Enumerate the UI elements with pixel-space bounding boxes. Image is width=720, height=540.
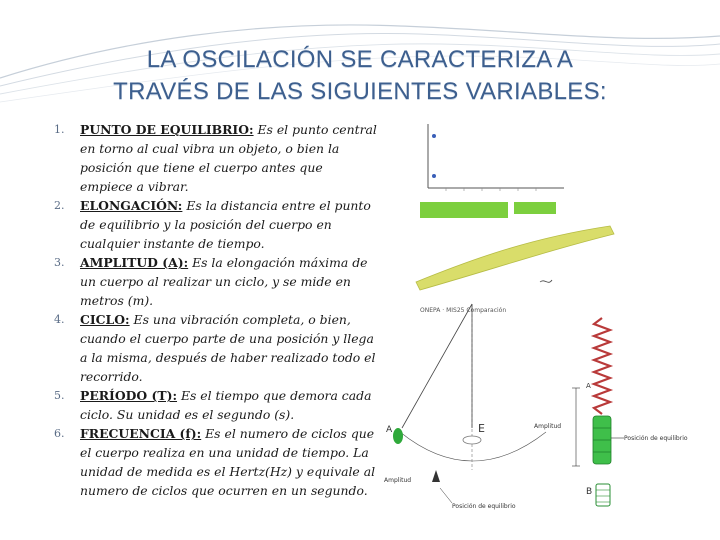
pendulum-equilibrium-label: Posición de equilibrio [452, 503, 516, 510]
list-item [46, 253, 378, 310]
pendulum-a-label: A [386, 425, 393, 435]
item-term: FRECUENCIA (f): [80, 426, 202, 441]
item-text: Es el punto central en torno al cual vibra un objeto, o bien la posición que tiene el cuerpo antes que empiece a vibrar. [80, 122, 377, 194]
item-term: CICLO: [80, 312, 130, 327]
spring-equilibrium-label: Posición de equilibrio [624, 435, 688, 442]
oscillation-illustration [380, 110, 690, 530]
list-item [46, 196, 378, 253]
item-term: PERÍODO (T): [80, 388, 178, 403]
item-number: 3. [54, 256, 65, 269]
pendulum-e-label: E [478, 422, 485, 435]
item-number: 1. [54, 123, 65, 136]
item-number: 4. [54, 313, 65, 326]
list-item [46, 120, 378, 196]
slide-title [20, 44, 700, 108]
spring-a-label: A [586, 382, 591, 390]
item-number: 5. [54, 389, 65, 402]
pendulum-amplitude-label: Amplitud [384, 477, 412, 484]
graph-header-text: ONEPA · MIS25 Comparación [420, 307, 507, 314]
item-text: Es la distancia entre el punto de equilibrio y la posición del cuerpo en cualquier instante de tiempo. [80, 198, 371, 251]
list-item [46, 386, 378, 424]
list-item [46, 424, 378, 500]
item-term: PUNTO DE EQUILIBRIO: [80, 122, 254, 137]
title-line-1: LA OSCILACIÓN SE CARACTERIZA A [146, 46, 574, 73]
item-term: ELONGACIÓN: [80, 198, 183, 213]
item-text: Es el numero de ciclos que el cuerpo realiza en una unidad de tiempo. La unidad de medida es el Hertz(Hz) y equivale al numero de ciclos que ocurren en un segundo. [80, 426, 376, 498]
list-item [46, 310, 378, 386]
spring-amplitude-label: Amplitud [534, 423, 562, 430]
variables-list [46, 120, 378, 500]
item-text: Es el tiempo que demora cada ciclo. Su unidad es el segundo (s). [80, 388, 372, 422]
item-text: Es una vibración completa, o bien, cuando el cuerpo parte de una posición y llega a la misma, después de haber realizado todo el recorrido. [80, 312, 376, 384]
spring-b-label: B [586, 487, 593, 497]
item-number: 6. [54, 427, 65, 440]
title-line-2: TRAVÉS DE LAS SIGUIENTES VARIABLES: [113, 78, 607, 105]
item-number: 2. [54, 199, 65, 212]
item-term: AMPLITUD (A): [80, 255, 189, 270]
item-text: Es la elongación máxima de un cuerpo al realizar un ciclo, y se mide en metros (m). [80, 255, 368, 308]
